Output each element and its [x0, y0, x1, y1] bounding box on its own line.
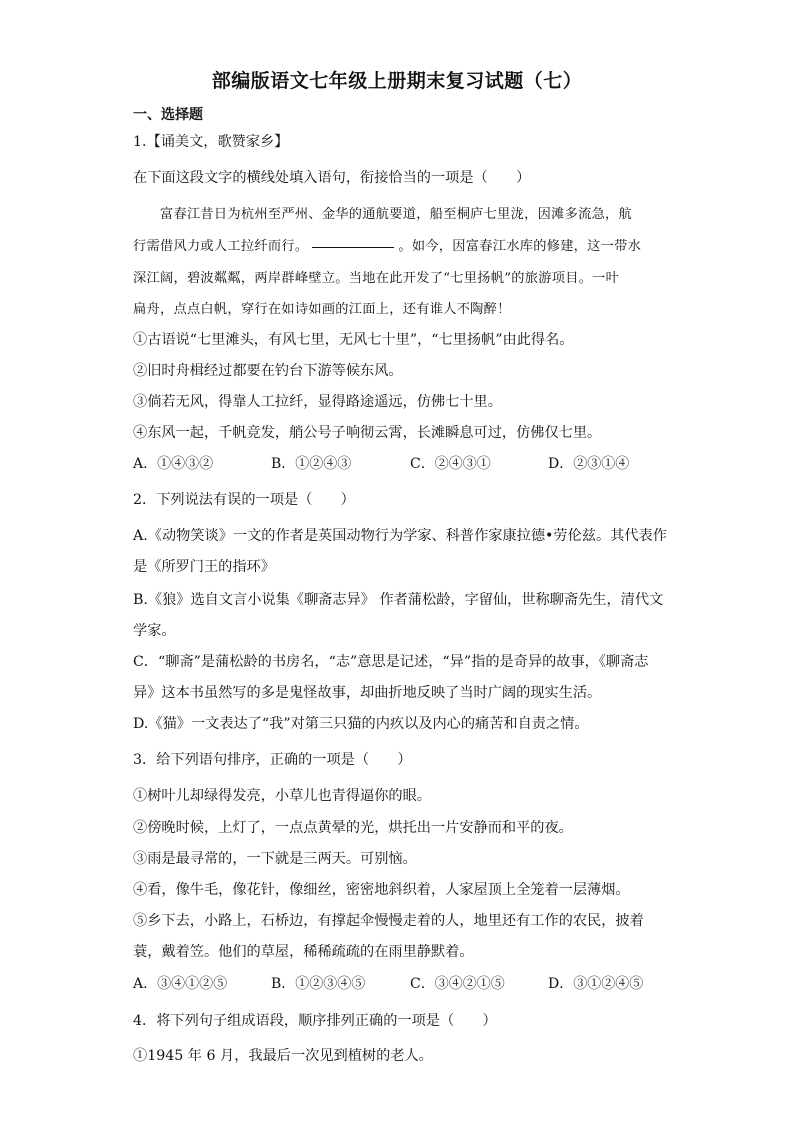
q1-passage-line: 富春江昔日为杭州至严州、金华的通航要道，船至桐庐七里泷，因滩多流急，航 — [133, 207, 633, 222]
q4-item: ①1945 年 6 月，我最后一次见到植树的老人。 — [133, 1048, 433, 1064]
q3-item: ①树叶儿却绿得发亮，小草儿也青得逼你的眼。 — [133, 788, 431, 804]
q3-item: ⑤乡下去，小路上，石桥边，有撑起伞慢慢走着的人，地里还有工作的农民，披着 — [133, 913, 644, 929]
q1-passage-text: 。如今，因富春江水库的修建，这一带水 — [398, 239, 642, 254]
q3-item: ②傍晚时候，上灯了，一点点黄晕的光，烘托出一片安静而和平的夜。 — [133, 820, 573, 836]
q1-item: ②旧时舟楫经过都要在钓台下游等候东风。 — [133, 363, 403, 379]
q3-option-c[interactable]: C．③④②①⑤ — [410, 976, 505, 992]
q1-option-d[interactable]: D．②③①④ — [548, 456, 630, 472]
q1-item: ④东风一起，千帆竞发，艄公号子响彻云霄，长滩瞬息可过，仿佛仅七里。 — [133, 425, 602, 441]
q3-item: ③雨是最寻常的，一下就是三两天。可别恼。 — [133, 851, 417, 867]
q1-stem: 在下面这段文字的横线处填入语句，衔接恰当的一项是（ ） — [133, 170, 531, 186]
q3-item-cont: 蓑，戴着笠。他们的草屋，稀稀疏疏的在雨里静默着。 — [133, 944, 474, 960]
q2-option-b-cont[interactable]: 学家。 — [133, 623, 176, 639]
answer-blank[interactable] — [312, 246, 394, 248]
q1-passage-line — [133, 235, 641, 254]
q1-option-a[interactable]: A．①④③② — [133, 456, 214, 472]
q3-option-a[interactable]: A．③④①②⑤ — [133, 976, 228, 992]
q3-item: ④看，像牛毛，像花针，像细丝，密密地斜织着，人家屋顶上全笼着一层薄烟。 — [133, 882, 630, 898]
q1-item: ①古语说“七里滩头，有风七里，无风七十里”，“七里扬帆”由此得名。 — [133, 332, 574, 348]
q2-option-c-cont[interactable]: 异》这本书虽然写的多是鬼怪故事，却曲折地反映了当时广阔的现实生活。 — [133, 685, 602, 701]
q2-option-a[interactable]: A.《动物笑谈》一文的作者是英国动物行为学家、科普作家康拉德•劳伦兹。其代表作 — [133, 528, 667, 544]
q4-stem: 4．将下列句子组成语段，顺序排列正确的一项是（ ） — [133, 1013, 497, 1029]
q1-option-c[interactable]: C．②④③① — [410, 456, 491, 472]
q2-stem: 2．下列说法有误的一项是（ ） — [133, 492, 355, 508]
q1-item: ③倘若无风，得靠人工拉纤，显得路途遥远，仿佛七十里。 — [133, 394, 502, 410]
page-title: 部编版语文七年级上册期末复习试题（七） — [211, 70, 583, 92]
q1-passage-text: 行需借风力或人工拉纤而行。 — [133, 239, 309, 254]
q1-passage-line: 深江阔，碧波粼粼，两岸群峰壁立。当地在此开发了“七里扬帆”的旅游项目。一叶 — [133, 271, 620, 286]
q1-option-b[interactable]: B．①②④③ — [271, 456, 352, 472]
q2-option-b[interactable]: B.《狼》选自文言小说集《聊斋志异》 作者蒲松龄，字留仙，世称聊斋先生，清代文 — [133, 592, 664, 608]
q3-option-b[interactable]: B．①②③④⑤ — [271, 976, 366, 992]
section-heading: 一、选择题 — [133, 107, 203, 123]
q1-passage-line: 扁舟，点点白帆，穿行在如诗如画的江面上，还有谁人不陶醉！ — [133, 302, 511, 317]
q1-head: 1.【诵美文，歌赞家乡】 — [133, 134, 289, 150]
q2-option-d[interactable]: D.《猫》一文表达了“我”对第三只猫的内疚以及内心的痛苦和自责之情。 — [133, 716, 589, 732]
q3-stem: 3．给下列语句排序，正确的一项是（ ） — [133, 752, 412, 768]
q2-option-a-cont[interactable]: 是《所罗门王的指环》 — [133, 559, 275, 575]
q2-option-c[interactable]: C．“聊斋”是蒲松龄的书房名，“志”意思是记述，“异”指的是奇异的故事，《聊斋志 — [133, 654, 649, 670]
q3-option-d[interactable]: D．③①②④⑤ — [548, 976, 644, 992]
